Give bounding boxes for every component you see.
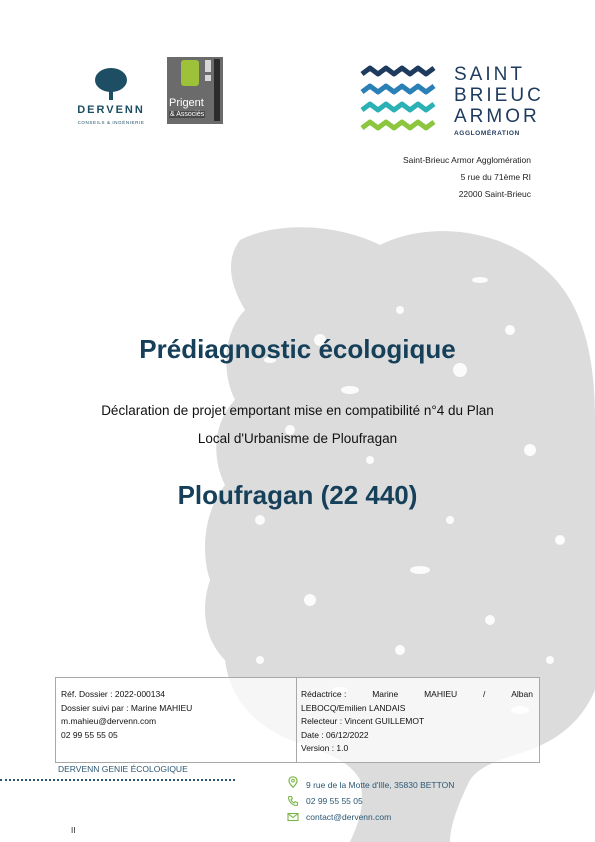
document-place: Ploufragan (22 440) xyxy=(177,480,418,510)
prigent-dot-icon xyxy=(205,75,211,81)
info-email: m.mahieu@dervenn.com xyxy=(61,716,157,726)
info-redactrice-word: Alban xyxy=(511,689,533,699)
address-line-2: 5 rue du 71ème RI xyxy=(460,172,531,182)
footer-phone: 02 99 55 55 05 xyxy=(306,796,363,806)
footer-company-label: DERVENN GENIE ÉCOLOGIQUE xyxy=(58,764,188,774)
prigent-logo-associes: & Associés xyxy=(170,111,205,118)
info-phone: 02 99 55 55 05 xyxy=(61,730,118,740)
info-relecteur: Relecteur : Vincent GUILLEMOT xyxy=(301,716,425,726)
sba-logo-agglomeration: AGGLOMÉRATION xyxy=(454,130,520,137)
footer-address: 9 rue de la Motte d'Ille, 35830 BETTON xyxy=(306,780,455,790)
info-redactrice-word: / xyxy=(482,689,486,699)
prigent-bar-icon xyxy=(205,60,211,72)
info-reference: Réf. Dossier : 2022-000134 xyxy=(61,689,165,699)
info-redactrice-word: Rédactrice : xyxy=(301,689,347,699)
info-redactrice-word: MAHIEU xyxy=(424,689,458,699)
info-redactrice-word: Marine xyxy=(372,689,399,699)
prigent-logo-name: Prigent xyxy=(169,97,204,109)
prigent-stripe-icon xyxy=(214,59,220,121)
page-number: II xyxy=(71,826,76,835)
sba-logo-line-1: SAINT xyxy=(454,64,525,85)
address-line-3: 22000 Saint-Brieuc xyxy=(458,189,531,199)
phone-icon xyxy=(287,795,299,807)
prigent-green-shape-icon xyxy=(181,60,199,86)
prigent-logo xyxy=(167,57,223,124)
location-pin-icon xyxy=(287,776,299,788)
dervenn-logo-tagline: CONSEILS & INGÉNIERIE xyxy=(77,120,145,125)
sba-waves-logo-icon xyxy=(360,60,440,140)
document-subtitle-line-2: Local d'Urbanisme de Ploufragan xyxy=(197,431,398,446)
sba-logo-line-3: ARMOR xyxy=(454,106,540,127)
info-box-divider xyxy=(296,678,297,762)
document-subtitle-line-1: Déclaration de projet emportant mise en compatibilité n°4 du Plan xyxy=(101,403,494,418)
sba-logo-line-2: BRIEUC xyxy=(454,85,544,106)
footer-email[interactable]: contact@dervenn.com xyxy=(306,812,392,822)
info-date: Date : 06/12/2022 xyxy=(301,730,369,740)
info-redactrice-continued: LEBOCQ/Emilien LANDAIS xyxy=(301,703,406,713)
info-version: Version : 1.0 xyxy=(301,743,349,753)
footer-dotted-rule xyxy=(0,779,235,781)
info-dossier-owner: Dossier suivi par : Marine MAHIEU xyxy=(61,703,193,713)
email-envelope-icon xyxy=(287,811,299,823)
dervenn-logo-name: DERVENN xyxy=(77,104,145,116)
document-title: Prédiagnostic écologique xyxy=(139,334,456,364)
address-line-1: Saint-Brieuc Armor Agglomération xyxy=(402,155,531,165)
info-redactrice xyxy=(301,689,533,699)
